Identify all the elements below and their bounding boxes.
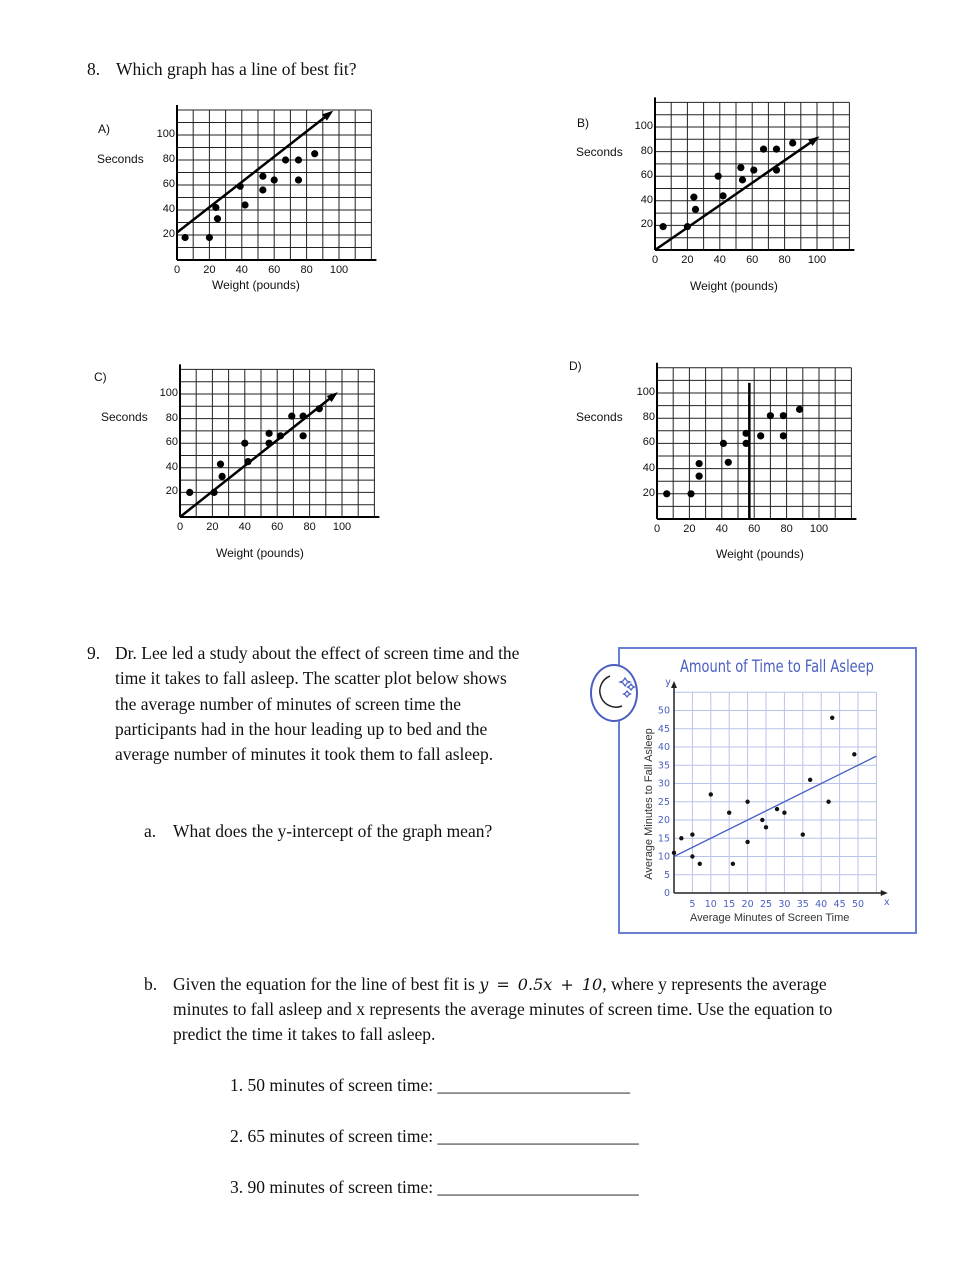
y-tick-label: 20 bbox=[640, 218, 653, 231]
x-tick-label: 0 bbox=[173, 264, 181, 276]
x-tick-label: 45 bbox=[833, 899, 846, 910]
x-axis-label: Weight (pounds) bbox=[212, 278, 300, 292]
y-axis-label: Seconds bbox=[97, 152, 144, 166]
x-tick-label: 0 bbox=[176, 521, 184, 533]
y-axis-letter: y bbox=[665, 676, 671, 688]
data-point bbox=[757, 432, 764, 439]
x-tick-label: 60 bbox=[748, 523, 761, 535]
y-tick-label: 40 bbox=[657, 742, 670, 753]
x-tick-label: 80 bbox=[780, 523, 793, 535]
y-tick-label: 20 bbox=[165, 485, 178, 498]
x-tick-label: 100 bbox=[332, 521, 352, 533]
x-tick-label: 20 bbox=[203, 264, 216, 276]
item-text: 1. 50 minutes of screen time: bbox=[230, 1075, 438, 1095]
x-tick-label: 40 bbox=[713, 254, 726, 266]
x-tick-label: 100 bbox=[329, 264, 349, 276]
data-point bbox=[687, 490, 694, 497]
x-tick-label: 20 bbox=[681, 254, 694, 266]
intro-line: average number of minutes it took them to fall asleep. bbox=[115, 744, 494, 764]
x-tick-label: 5 bbox=[689, 899, 696, 910]
x-tick-label: 40 bbox=[238, 521, 251, 533]
graph-label: D) bbox=[569, 359, 582, 373]
x-tick-label: 40 bbox=[715, 523, 728, 535]
y-tick-label: 20 bbox=[162, 228, 175, 240]
x-tick-label: 50 bbox=[851, 899, 865, 910]
y-tick-label: 80 bbox=[162, 153, 175, 165]
answer-blank[interactable]: ______________________ bbox=[437, 1075, 631, 1095]
y-tick-label: 0 bbox=[663, 888, 670, 899]
x-tick-label: 60 bbox=[271, 521, 284, 533]
data-point bbox=[696, 460, 703, 467]
y-tick-label: 20 bbox=[657, 815, 670, 826]
intro-line: time it takes to fall asleep. The scatter plot below shows bbox=[115, 668, 507, 688]
graph-label: B) bbox=[577, 116, 589, 130]
q9b-text: Given the equation for the line of best fit is bbox=[173, 974, 480, 994]
y-tick-label: 80 bbox=[642, 411, 655, 424]
y-tick-label: 100 bbox=[159, 387, 178, 399]
x-tick-label: 20 bbox=[741, 899, 754, 910]
y-tick-label: 5 bbox=[663, 869, 670, 881]
q9b-line3: predict the time it takes to fall asleep. bbox=[173, 1024, 436, 1044]
intro-line: the average number of minutes of screen time the bbox=[115, 694, 461, 714]
y-tick-label: 60 bbox=[162, 178, 175, 190]
q9b-line2: minutes to fall asleep and x represents the average minutes of screen time. Use the equation to bbox=[173, 999, 833, 1019]
q9a-label: a. bbox=[144, 821, 157, 841]
y-tick-label: 10 bbox=[657, 851, 670, 863]
y-tick-label: 60 bbox=[165, 436, 178, 449]
y-tick-label: 100 bbox=[156, 128, 175, 140]
y-tick-label: 80 bbox=[640, 144, 653, 157]
data-point bbox=[780, 412, 787, 419]
data-point bbox=[696, 473, 703, 480]
x-tick-label: 15 bbox=[723, 899, 736, 910]
y-axis-label: Seconds bbox=[576, 145, 623, 159]
y-tick-label: 20 bbox=[642, 486, 655, 499]
x-axis-label: Average Minutes of Screen Time bbox=[690, 912, 850, 924]
y-tick-label: 15 bbox=[657, 833, 670, 845]
y-tick-label: 100 bbox=[634, 120, 653, 132]
data-point bbox=[767, 412, 774, 419]
graph-label: A) bbox=[98, 122, 110, 136]
x-axis-label: Weight (pounds) bbox=[690, 279, 778, 293]
x-axis-label: Weight (pounds) bbox=[716, 547, 804, 561]
y-tick-label: 40 bbox=[642, 461, 655, 474]
q8-number: 8. bbox=[87, 59, 101, 79]
x-tick-label: 40 bbox=[815, 899, 828, 910]
y-tick-label: 80 bbox=[165, 411, 178, 424]
q9a-text: What does the y-intercept of the graph mean? bbox=[173, 821, 493, 841]
data-point bbox=[663, 490, 670, 497]
y-axis-label: Average Minutes to Fall Asleep bbox=[643, 728, 655, 880]
y-tick-label: 40 bbox=[640, 193, 653, 206]
data-point bbox=[720, 440, 727, 447]
intro-line: participants had in the hour leading up to bed and the bbox=[115, 719, 488, 739]
data-point bbox=[780, 432, 787, 439]
y-tick-label: 100 bbox=[636, 386, 655, 398]
y-tick-label: 50 bbox=[657, 705, 670, 717]
x-tick-label: 0 bbox=[653, 523, 661, 535]
line-equation: y = 0.5x + 10 bbox=[479, 975, 603, 994]
q8-question: Which graph has a line of best fit? bbox=[116, 59, 357, 79]
item-text: 3. 90 minutes of screen time: bbox=[230, 1177, 438, 1197]
y-tick-label: 40 bbox=[162, 203, 175, 215]
x-tick-label: 10 bbox=[704, 899, 717, 910]
y-tick-label: 60 bbox=[642, 436, 655, 449]
q9b-text: , where y represents the average bbox=[602, 974, 827, 994]
x-tick-label: 40 bbox=[235, 264, 248, 276]
graph-label: C) bbox=[94, 370, 107, 384]
x-tick-label: 20 bbox=[683, 523, 696, 535]
y-axis-label: Seconds bbox=[576, 410, 623, 424]
x-tick-label: 35 bbox=[796, 899, 809, 910]
x-tick-label: 60 bbox=[746, 254, 759, 266]
x-tick-label: 60 bbox=[268, 264, 281, 276]
data-point bbox=[725, 459, 732, 466]
data-point bbox=[796, 406, 803, 413]
x-tick-label: 0 bbox=[651, 254, 659, 266]
y-tick-label: 35 bbox=[657, 760, 670, 772]
x-tick-label: 80 bbox=[303, 521, 316, 533]
q9-number: 9. bbox=[87, 643, 101, 663]
y-tick-label: 40 bbox=[165, 460, 178, 473]
chart-title: Amount of Time to Fall Asleep bbox=[680, 657, 874, 677]
y-tick-label: 30 bbox=[657, 778, 670, 790]
y-tick-label: 45 bbox=[657, 723, 670, 735]
q9b-label: b. bbox=[144, 974, 158, 994]
x-tick-label: 100 bbox=[807, 254, 827, 266]
y-axis-label: Seconds bbox=[101, 410, 148, 424]
y-tick-label: 60 bbox=[640, 169, 653, 182]
x-axis-label: Weight (pounds) bbox=[216, 546, 304, 560]
y-tick-label: 25 bbox=[657, 796, 670, 808]
x-tick-label: 100 bbox=[809, 523, 829, 535]
intro-line: Dr. Lee led a study about the effect of screen time and the bbox=[115, 643, 520, 663]
x-tick-label: 25 bbox=[759, 899, 773, 910]
x-tick-label: 20 bbox=[206, 521, 219, 533]
x-tick-label: 30 bbox=[778, 899, 791, 910]
x-axis-letter: x bbox=[883, 897, 890, 908]
item-text: 2. 65 minutes of screen time: bbox=[230, 1126, 438, 1146]
answer-blank[interactable]: _______________________ bbox=[437, 1126, 639, 1146]
answer-blank[interactable]: _______________________ bbox=[437, 1177, 639, 1197]
x-tick-label: 80 bbox=[778, 254, 791, 266]
x-tick-label: 80 bbox=[300, 264, 313, 276]
